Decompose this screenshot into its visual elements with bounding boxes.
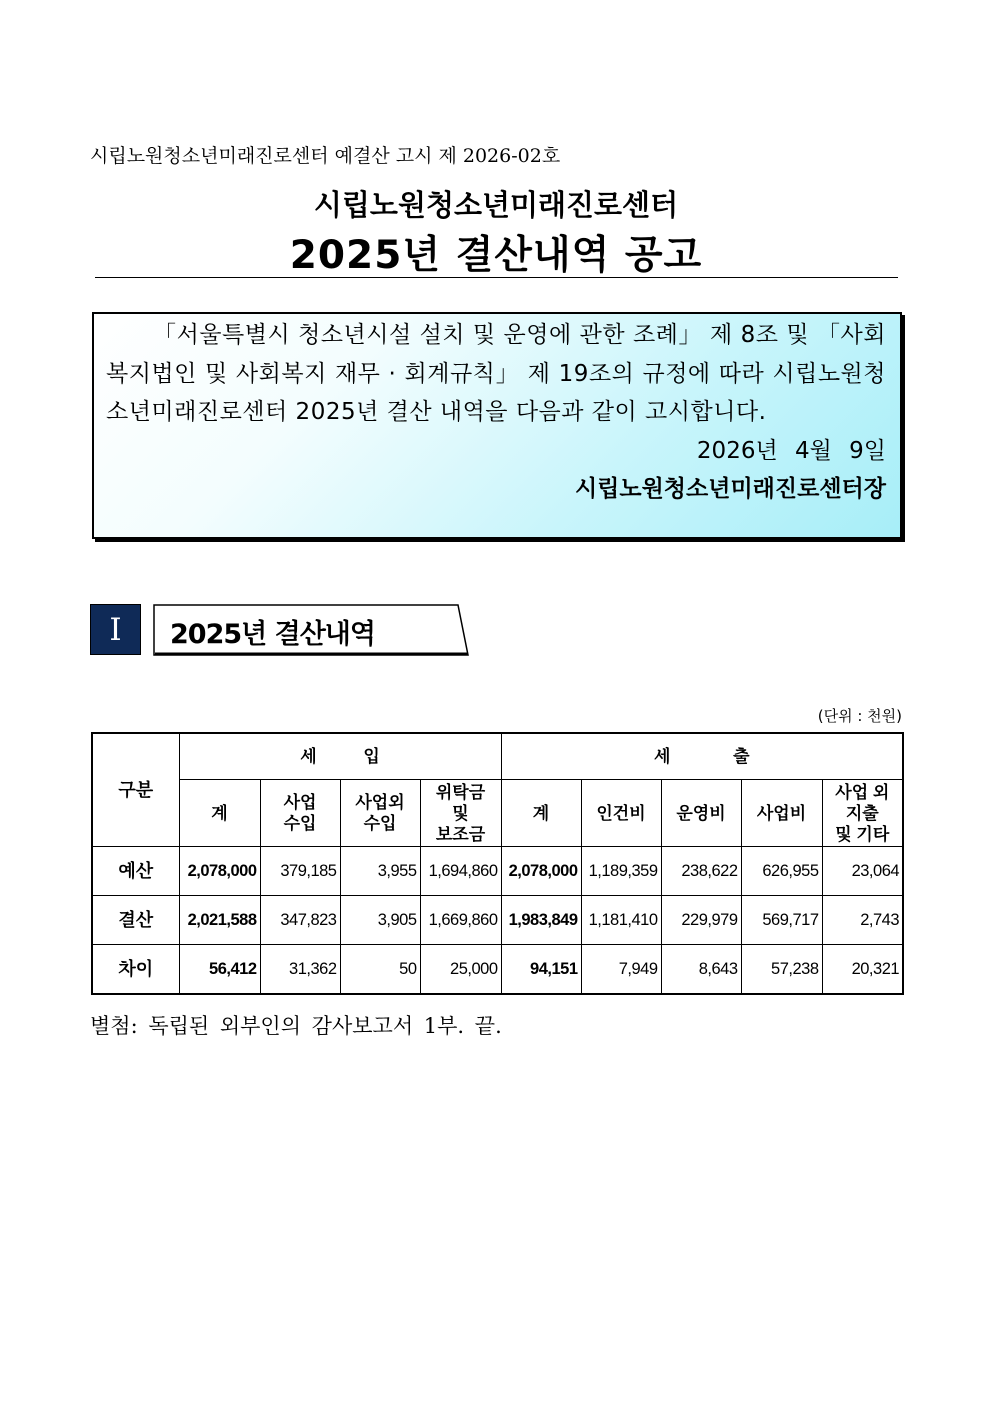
section-number: I [90, 604, 141, 655]
table-row [92, 847, 903, 896]
table-cell: 7,949 [581, 945, 661, 995]
table-cell: 50 [340, 945, 420, 995]
expense-group-header: 세 출 [501, 733, 903, 780]
table-cell: 2,078,000 [501, 847, 581, 896]
revenue-col-header: 위탁금 및 보조금 [420, 780, 501, 847]
row-label: 차이 [92, 945, 179, 995]
notice-date: 2026년 4월 9일 [696, 437, 886, 464]
revenue-col-header: 사업 수입 [260, 780, 340, 847]
table-cell: 1,694,860 [420, 847, 501, 896]
table-cell: 94,151 [501, 945, 581, 995]
notice-box [92, 312, 902, 539]
table-cell: 1,181,410 [581, 896, 661, 945]
expense-col-header: 인건비 [581, 780, 661, 847]
notice-number: 시립노원청소년미래진로센터 예결산 고시 제 2026-02호 [90, 145, 561, 167]
table-cell: 1,669,860 [420, 896, 501, 945]
budget-table [91, 732, 904, 995]
table-row [92, 945, 903, 995]
revenue-group-header: 세 입 [179, 733, 501, 780]
table-row [92, 896, 903, 945]
table-cell: 229,979 [661, 896, 741, 945]
page-title: 2025년 결산내역 공고 [289, 233, 703, 278]
table-cell: 31,362 [260, 945, 340, 995]
expense-col-header: 계 [501, 780, 581, 847]
row-label: 예산 [92, 847, 179, 896]
table-cell: 3,955 [340, 847, 420, 896]
notice-signer: 시립노원청소년미래진로센터장 [574, 475, 886, 502]
table-cell: 3,905 [340, 896, 420, 945]
table-cell: 20,321 [822, 945, 903, 995]
table-cell: 57,238 [741, 945, 822, 995]
table-cell: 347,823 [260, 896, 340, 945]
table-cell: 1,983,849 [501, 896, 581, 945]
expense-col-header: 사업비 [741, 780, 822, 847]
table-cell: 569,717 [741, 896, 822, 945]
table-cell: 56,412 [179, 945, 260, 995]
unit-label: (단위 : 천원) [817, 707, 902, 725]
expense-col-header: 운영비 [661, 780, 741, 847]
expense-col-header: 사업 외 지출 및 기타 [822, 780, 903, 847]
org-title: 시립노원청소년미래진로센터 [313, 188, 679, 222]
table-cell: 2,078,000 [179, 847, 260, 896]
table-cell: 626,955 [741, 847, 822, 896]
table-cell: 8,643 [661, 945, 741, 995]
row-label: 결산 [92, 896, 179, 945]
section-label-box [152, 603, 470, 657]
table-cell: 2,743 [822, 896, 903, 945]
table-cell: 379,185 [260, 847, 340, 896]
table-cell: 2,021,588 [179, 896, 260, 945]
revenue-col-header: 계 [179, 780, 260, 847]
attachment-note: 별첨: 독립된 외부인의 감사보고서 1부. 끝. [90, 1014, 502, 1038]
table-cell: 1,189,359 [581, 847, 661, 896]
revenue-col-header: 사업외 수입 [340, 780, 420, 847]
table-cell: 23,064 [822, 847, 903, 896]
table-cell: 238,622 [661, 847, 741, 896]
row-header: 구분 [92, 733, 179, 847]
title-divider [95, 277, 898, 278]
section-title: 2025년 결산내역 [170, 619, 375, 650]
notice-body: 「서울특별시 청소년시설 설치 및 운영에 관한 조례」 제 8조 및 「사회복지법인 및 사회복지 재무 · 회계규칙」 제 19조의 규정에 따라 시립노원청소년미래진로센터 2025년 결산 내역을 다음과 같이 고시합니다. [106, 322, 886, 425]
table-cell: 25,000 [420, 945, 501, 995]
